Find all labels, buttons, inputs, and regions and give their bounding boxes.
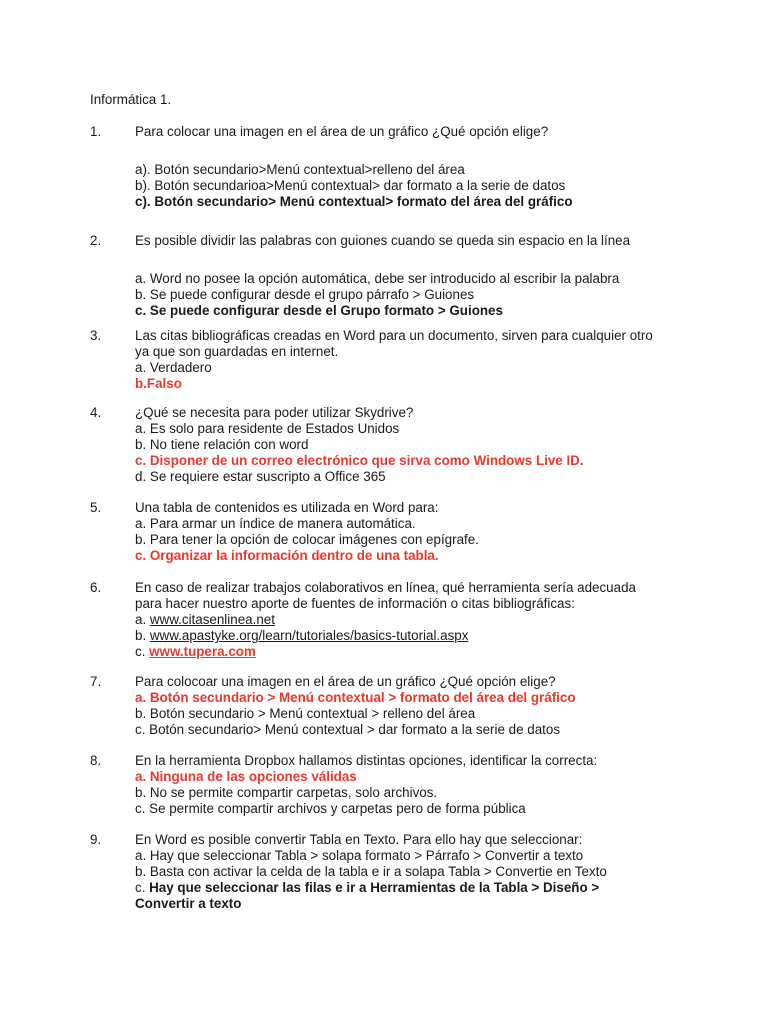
question-text: Para colocar una imagen en el área de un gráfico ¿Qué opción elige? xyxy=(135,124,549,139)
option-c-text-line-2: Convertir a texto xyxy=(135,896,242,911)
link-apastyke[interactable]: www.apastyke.org/learn/tutoriales/basics-tutorial.aspx xyxy=(149,628,469,643)
question-5 xyxy=(90,500,690,564)
option-b xyxy=(135,628,690,644)
option-a: a). Botón secundario>Menú contextual>relleno del área xyxy=(135,162,465,177)
question-text-line-1: Las citas bibliográficas creadas en Word para un documento, sirven para cualquier otro xyxy=(135,328,653,343)
option-d: d. Se requiere estar suscripto a Office 365 xyxy=(135,469,386,484)
question-number: 6. xyxy=(90,580,102,595)
question-number: 8. xyxy=(90,753,102,768)
question-number: 9. xyxy=(90,832,102,847)
question-2 xyxy=(90,233,690,319)
option-b: b. Se puede configurar desde el grupo párrafo > Guiones xyxy=(135,287,475,302)
option-c-correct xyxy=(135,644,690,660)
question-8 xyxy=(90,753,690,817)
option-c: c. Botón secundario> Menú contextual > dar formato a la serie de datos xyxy=(135,722,561,737)
option-a: a. Word no posee la opción automática, debe ser introducido al escribir la palabra xyxy=(135,271,620,286)
question-text: ¿Qué se necesita para poder utilizar Skydrive? xyxy=(135,405,414,420)
question-text: Es posible dividir las palabras con guiones cuando se queda sin espacio en la línea xyxy=(135,233,631,248)
question-text: En la herramienta Dropbox hallamos distintas opciones, identificar la correcta: xyxy=(135,753,598,768)
question-number: 3. xyxy=(90,328,102,343)
question-number: 2. xyxy=(90,233,102,248)
question-text-line-1: En caso de realizar trabajos colaborativos en línea, qué herramienta sería adecuada xyxy=(135,580,636,595)
question-9 xyxy=(90,832,690,912)
option-a-correct: a. Ninguna de las opciones válidas xyxy=(135,769,357,784)
option-a xyxy=(135,612,690,628)
option-c-correct: c). Botón secundario> Menú contextual> formato del área del gráfico xyxy=(135,194,573,209)
question-1 xyxy=(90,124,690,210)
question-text: Una tabla de contenidos es utilizada en Word para: xyxy=(135,500,439,515)
option-a: a. Es solo para residente de Estados Unidos xyxy=(135,421,400,436)
question-7 xyxy=(90,674,690,738)
question-text-line-2: ya que son guardadas en internet. xyxy=(135,344,339,359)
option-c-correct: c. Organizar la información dentro de una tabla. xyxy=(135,548,439,563)
option-c-text-line-1: Hay que seleccionar las filas e ir a Herramientas de la Tabla > Diseño > xyxy=(149,880,600,895)
option-prefix: c. xyxy=(135,880,150,895)
option-c-correct: c. Disponer de un correo electrónico que sirva como Windows Live ID. xyxy=(135,453,584,468)
option-a: a. Verdadero xyxy=(135,360,212,375)
question-text: En Word es posible convertir Tabla en Texto. Para ello hay que seleccionar: xyxy=(135,832,583,847)
question-text: Para colocoar una imagen en el área de un gráfico ¿Qué opción elige? xyxy=(135,674,556,689)
option-c-correct: c. Se puede configurar desde el Grupo formato > Guiones xyxy=(135,303,503,318)
question-number: 5. xyxy=(90,500,102,515)
option-prefix: c. xyxy=(135,644,150,659)
question-text-line-2: para hacer nuestro aporte de fuentes de información o citas bibliográficas: xyxy=(135,596,575,611)
option-b: b. No se permite compartir carpetas, solo archivos. xyxy=(135,785,438,800)
link-tupera[interactable]: www.tupera.com xyxy=(149,644,256,659)
option-c: c. Se permite compartir archivos y carpetas pero de forma pública xyxy=(135,801,526,816)
option-a: a. Hay que seleccionar Tabla > solapa formato > Párrafo > Convertir a texto xyxy=(135,848,584,863)
option-b: b. Botón secundario > Menú contextual > relleno del área xyxy=(135,706,476,721)
question-number: 4. xyxy=(90,405,102,420)
option-b: b. Basta con activar la celda de la tabla e ir a solapa Tabla > Convertie en Texto xyxy=(135,864,607,879)
link-citasenlinea[interactable]: www.citasenlinea.net xyxy=(149,612,275,627)
question-4 xyxy=(90,405,690,485)
option-a: a. Para armar un índice de manera automática. xyxy=(135,516,416,531)
option-b: b). Botón secundarioa>Menú contextual> dar formato a la serie de datos xyxy=(135,178,566,193)
document-title: Informática 1. xyxy=(90,92,172,107)
option-prefix: a. xyxy=(135,612,150,627)
option-prefix: b. xyxy=(135,628,150,643)
question-number: 1. xyxy=(90,124,102,139)
option-a-correct: a. Botón secundario > Menú contextual > formato del área del gráfico xyxy=(135,690,576,705)
option-b: b. No tiene relación con word xyxy=(135,437,309,452)
question-3 xyxy=(90,328,690,392)
question-number: 7. xyxy=(90,674,102,689)
option-b-correct: b.Falso xyxy=(135,376,182,391)
option-c-correct xyxy=(135,880,690,896)
option-b: b. Para tener la opción de colocar imágenes con epígrafe. xyxy=(135,532,479,547)
question-6 xyxy=(90,580,690,660)
